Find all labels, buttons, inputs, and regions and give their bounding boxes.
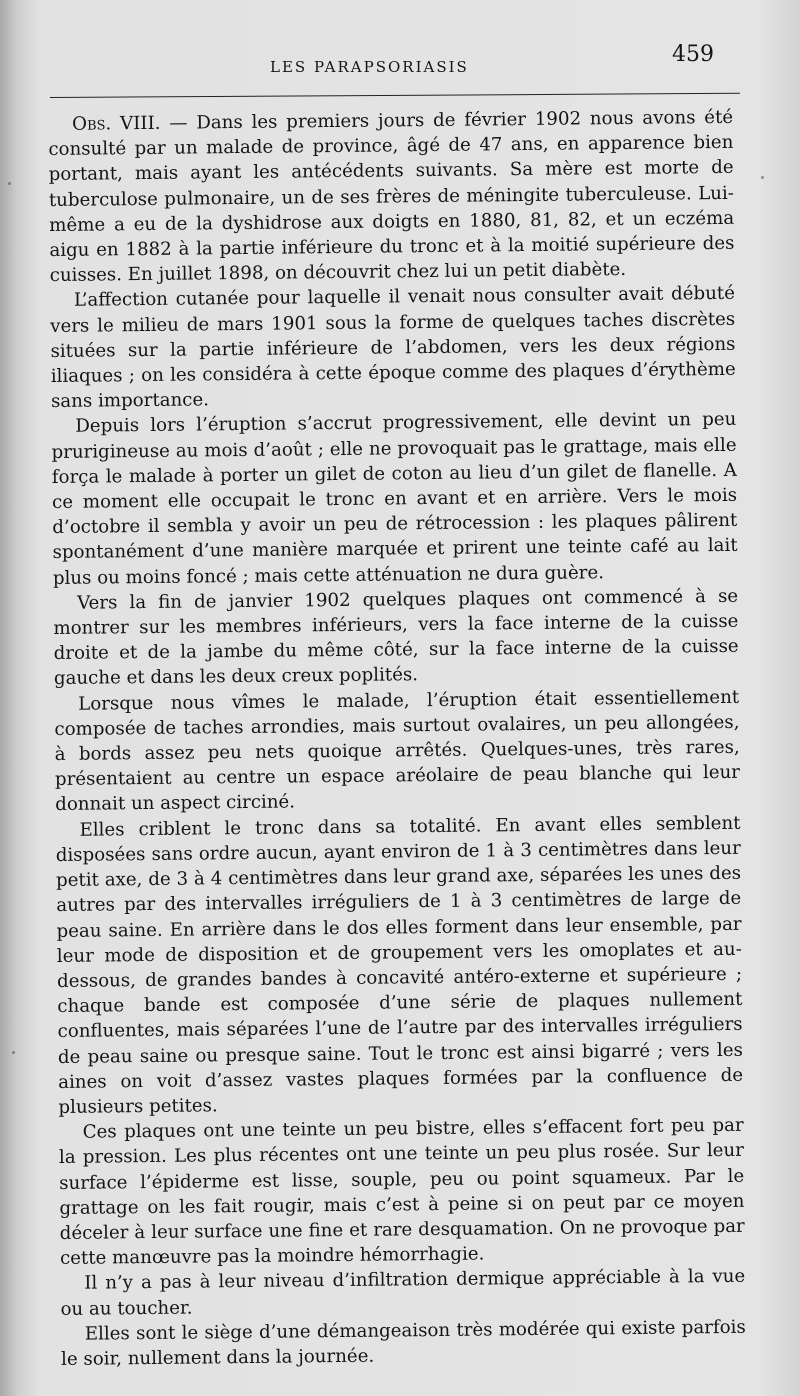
observation-text <box>48 105 746 1372</box>
paragraph-9: Elles sont le siège d’une démangeaison très modérée qui existe parfois le soir, nullement dans la journée. <box>60 1316 746 1370</box>
paper-speck <box>761 176 764 179</box>
paragraph-2: L’affection cutanée pour laquelle il venait nous consulter avait débuté vers le milieu de mars 1901 sous la forme de quelques taches discrètes situées sur la partie inférieure de l’abdomen, vers les deux régions iliaques ; on les considéra à cette époque comme des plaques d’érythème sans importance. <box>50 283 736 413</box>
paper-speck <box>8 182 11 185</box>
running-title: LES PARAPSORIASIS <box>270 58 469 76</box>
header-rule <box>50 93 740 98</box>
paragraph-6: Elles criblent le tronc dans sa totalité. En avant elles semblent disposées sans ordre aucun, ayant environ de 1 à 3 centimètres dans leur petit axe, de 3 à 4 centimètres dans leur grand axe, séparées les unes des autres par des intervalles irréguliers de 1 à 3 centimètres de large de peau saine. En arrière dans le dos elles forment dans leur ensemble, par leur mode de disposition et de groupement vers les omoplates et au-dessous, de grandes bandes à concavité antéro-externe et supérieure ; chaque bande est composée d’une série de plaques nullement confluentes, mais séparées l’une de l’autre par des intervalles irréguliers de peau saine ou presque saine. Tout le tronc est ainsi bigarré ; vers les aines on voit d’assez vastes plaques formées par la confluence de plusieurs petites. <box>55 812 744 1118</box>
paragraph-5: Lorsque nous vîmes le malade, l’éruption était essentiellement composée de taches arrondies, mais surtout ovalaires, un peu allongées, à bords assez peu nets quoique arrêtés. Quelques-unes, très rares, présentaient au centre un espace aréolaire de peau blanche qui leur donnait un aspect circiné. <box>54 686 741 816</box>
observation-label: Obs. VIII. <box>72 112 161 135</box>
paragraph-3: Depuis lors l’éruption s’accrut progressivement, elle devint un peu prurigineuse au mois d’août ; elle ne provoquait pas le grattage, mais elle força le malade à porter un gilet de coton au lieu d’un gilet de flanelle. A ce moment elle occupait le tronc en avant et en arrière. Vers le mois d’octobre il sembla y avoir un peu de rétrocession : les plaques pâlirent spontanément d’une manière marquée et prirent une teinte café au lait plus ou moins foncé ; mais cette atténuation ne dura guère. <box>51 409 738 589</box>
paragraph-7: Ces plaques ont une teinte un peu bistre, elles s’effacent fort peu par la pression. Les plus récentes ont une teinte un peu plus rosée. Sur leur surface l’épiderme est lisse, souple, peu ou point squameux. Par le grattage on les fait rougir, mais c’est à peine si on peut par ce moyen déceler à leur surface une fine et rare desquamation. On ne provoque par cette manœuvre pas la moindre hémorrhagie. <box>58 1114 745 1270</box>
paper-speck <box>12 1051 15 1054</box>
page-number: 459 <box>672 42 714 67</box>
paragraph-4: Vers la fin de janvier 1902 quelques plaques ont commencé à se montrer sur les membres inférieurs, vers la face interne de la cuisse droite et de la jambe du même côté, sur la face interne de la cuisse gauche et dans les deux creux poplités. <box>53 585 739 690</box>
paragraph-1 <box>48 105 735 289</box>
paragraph-8: Il n’y a pas à leur niveau d’infiltration dermique appréciable à la vue ou au toucher. <box>60 1266 746 1320</box>
paragraph-1-text: — Dans les premiers jours de février 1902 nous avons été consulté par un malade de province, âgé de 47 ans, en apparence bien portant, mais ayant les antécédents suivants. Sa mère est morte de tuberculose pulmonaire, un de ses frères de méningite tuberculeuse. Lui-même a eu de la dyshidrose aux doigts en 1880, 81, 82, et un eczéma aigu en 1882 à la partie inférieure du tronc et à la moitié supérieure des cuisses. En juillet 1898, on découvrit chez lui un petit diabète. <box>48 106 735 287</box>
